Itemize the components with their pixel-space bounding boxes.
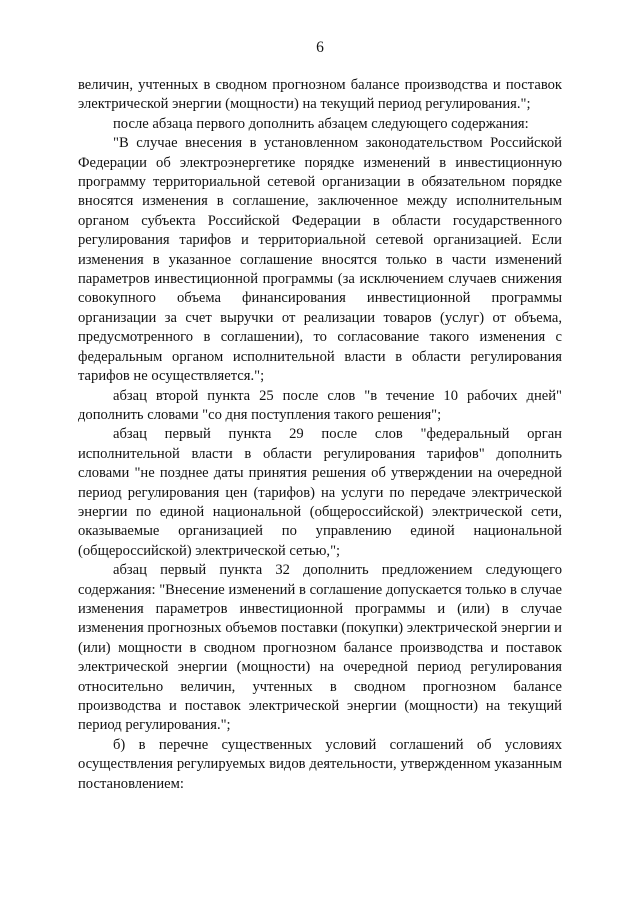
- paragraph-point-32: абзац первый пункта 32 дополнить предложением следующего содержания: "Внесение изменений в соглашение допускается только в случае изменения параметров инвестиционной программы и (или) в случае изменения прогнозных объемов поставки (покупки) электрической энергии и (или) мощности в сводном прогнозном балансе производства и поставок электрической энергии (мощности) на очередной период регулирования относительно величин, учтенных в сводном прогнозном балансе производства и поставок электрической энергии (мощности) на текущий период регулирования.";: [78, 562, 562, 734]
- document-body: [78, 76, 562, 794]
- paragraph-amendment-instruction: после абзаца первого дополнить абзацем следующего содержания:: [113, 115, 529, 132]
- paragraph-quoted-insertion: "В случае внесения в установленном законодательством Российской Федерации об электроэнергетике порядке изменений в инвестиционную программу территориальной сетевой организации в обязательном порядке вносятся изменения в соглашение, заключенное между исполнительным органом субъекта Российской Федерации в области государственного регулирования тарифов и территориальной сетевой организацией. Если изменения в указанное соглашение вносятся только в части изменений параметров инвестиционной программы (за исключением случаев снижения совокупного объема финансирования инвестиционной программы организации за счет выручки от реализации товаров (услуг) от объема, предусмотренного в соглашении), то согласование такого изменения с федеральным органом исполнительной власти в области регулирования тарифов не осуществляется.";: [78, 135, 562, 385]
- page-number: 6: [316, 39, 324, 56]
- paragraph-point-29: абзац первый пункта 29 после слов "федеральный орган исполнительной власти в области регулирования тарифов" дополнить словами "не позднее даты принятия решения об утверждении на очередной период регулирования цен (тарифов) на услуги по передаче электрической энергии по единой национальной (общероссийской) электрической сети, оказываемые организацией по управлению единой национальной (общероссийской) электрической сетью,";: [78, 426, 562, 559]
- paragraph-subitem-b: б) в перечне существенных условий соглашений об условиях осуществления регулируемых видов деятельности, утвержденном указанным постановлением:: [78, 736, 562, 792]
- paragraph-continuation: величин, учтенных в сводном прогнозном балансе производства и поставок электрической энергии (мощности) на текущий период регулирования.";: [78, 77, 562, 113]
- paragraph-point-25: абзац второй пункта 25 после слов "в течение 10 рабочих дней" дополнить словами "со дня поступления такого решения";: [78, 387, 562, 423]
